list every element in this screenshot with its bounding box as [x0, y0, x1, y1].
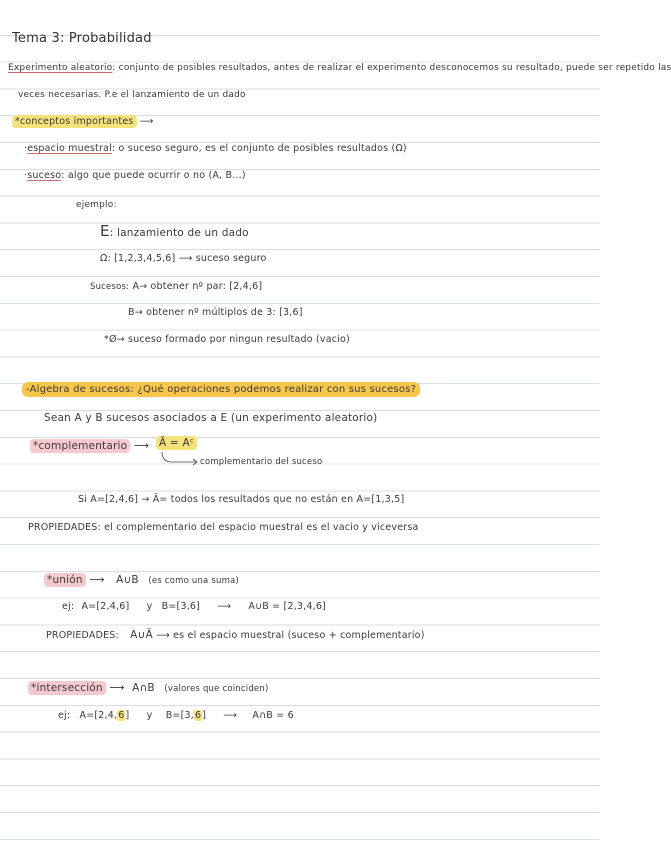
- suceso-def: : algo que puede ocurrir o no (A, B...): [61, 170, 246, 181]
- e-symbol: E: [100, 222, 110, 240]
- term-experimento: Experimento aleatorio: [8, 63, 113, 73]
- section-conceptos: [12, 117, 154, 127]
- prop-label: PROPIEDADES: [28, 522, 98, 533]
- complementario-propiedades: [28, 523, 419, 533]
- union-formula: A∪B: [116, 574, 139, 586]
- curved-arrow-icon: [160, 452, 200, 466]
- page-title: Tema 3: Probabilidad: [12, 31, 152, 46]
- heading-conceptos: *conceptos importantes: [12, 115, 137, 128]
- union-prop-formula: A∪Ā: [130, 629, 153, 641]
- complementario-note: complementario del suceso: [200, 457, 323, 467]
- arrow-icon: ⟶: [223, 710, 238, 721]
- definition-text-1: : conjunto de posibles resultados, antes de realizar el experimento desconocemos su resultado, puede ser repetido las: [112, 63, 671, 73]
- label-interseccion: *intersección: [28, 681, 106, 695]
- union-propiedades: [46, 630, 425, 641]
- union-ej-label: ej:: [62, 601, 75, 612]
- prop-text: : el complementario del espacio muestral es el vacio y viceversa: [97, 522, 419, 533]
- label-union: *unión: [44, 573, 86, 587]
- omega-set: Ω: [1,2,3,4,5,6]: [100, 253, 176, 264]
- interseccion-note: (valores que coinciden): [164, 684, 269, 694]
- union-prop-label: PROPIEDADES:: [46, 630, 119, 641]
- union-row: [44, 575, 239, 586]
- algebra-sean: Sean A y B sucesos asociados a E (un experimento aleatorio): [44, 412, 378, 424]
- union-ej-b: B=[3,6]: [161, 601, 201, 612]
- arrow-icon: ⟶: [89, 574, 105, 586]
- term-espacio-muestral: espacio muestral: [27, 143, 112, 154]
- espacio-def: : o suceso seguro, es el conjunto de posibles resultados (Ω): [111, 143, 407, 154]
- arrow-icon: ⟶: [139, 116, 154, 127]
- union-prop-text: es el espacio muestral (suceso + complementario): [173, 630, 425, 641]
- definition-experimento: [8, 64, 671, 73]
- concept-espacio: ·espacio muestral: o suceso seguro, es el conjunto de posibles resultados (Ω): [24, 143, 407, 154]
- formula-complementario: Ā = Aᶜ: [156, 436, 197, 450]
- union-example: [62, 602, 326, 612]
- complementario-example: Si A=[2,4,6] → Ā= todos los resultados que no están en A=[1,3,5]: [78, 494, 405, 505]
- union-ej-a: A=[2,4,6]: [81, 601, 130, 612]
- arrow-icon: ⟶: [109, 682, 125, 694]
- inter-ej-result: A∩B = 6: [252, 710, 294, 721]
- interseccion-row: [28, 683, 268, 694]
- union-ej-y: y: [146, 601, 153, 612]
- label-complementario: *complementario: [30, 439, 130, 453]
- example-vacio: *Ø→ suceso formado por ningun resultado (vacio): [104, 334, 350, 345]
- concept-suceso: ·suceso: algo que puede ocurrir o no (A, B...): [24, 170, 246, 181]
- arrow-icon: ⟶: [133, 440, 150, 452]
- inter-ej-a: A=[2,4,6]: [79, 710, 130, 721]
- union-note: (es como una suma): [148, 576, 239, 586]
- term-suceso: suceso: [27, 170, 62, 181]
- interseccion-example: [58, 711, 294, 721]
- ejemplo-label: ejemplo:: [76, 200, 117, 210]
- e-line-text: : lanzamiento de un dado: [109, 227, 249, 239]
- section-algebra: [22, 385, 420, 395]
- example-sucesos-b: B→ obtener nº múltiplos de 3: [3,6]: [128, 307, 303, 318]
- sucesos-a-text: A→ obtener nº par: [2,4,6]: [132, 281, 263, 292]
- complementario-row: [30, 441, 149, 452]
- heading-algebra: -Algebra de sucesos: ¿Qué operaciones podemos realizar con sus sucesos?: [22, 382, 420, 397]
- complementario-formula: [156, 438, 197, 449]
- arrow-icon: ⟶: [217, 601, 232, 612]
- arrow-icon: ⟶: [156, 630, 170, 641]
- example-sucesos-a: [90, 282, 262, 292]
- inter-ej-label: ej:: [58, 710, 71, 721]
- inter-ej-b: B=[3,6]: [165, 710, 207, 721]
- union-ej-result: A∪B = [2,3,4,6]: [248, 601, 326, 612]
- interseccion-formula: A∩B: [132, 682, 155, 694]
- sucesos-label: Sucesos:: [90, 282, 130, 292]
- omega-result: suceso seguro: [195, 253, 267, 264]
- inter-ej-y: y: [146, 710, 153, 721]
- example-omega-line: [100, 254, 267, 264]
- definition-text-2: veces necesarias. P.e el lanzamiento de un dado: [18, 90, 246, 100]
- example-e-line: [100, 224, 249, 239]
- arrow-icon: ⟶: [178, 253, 193, 264]
